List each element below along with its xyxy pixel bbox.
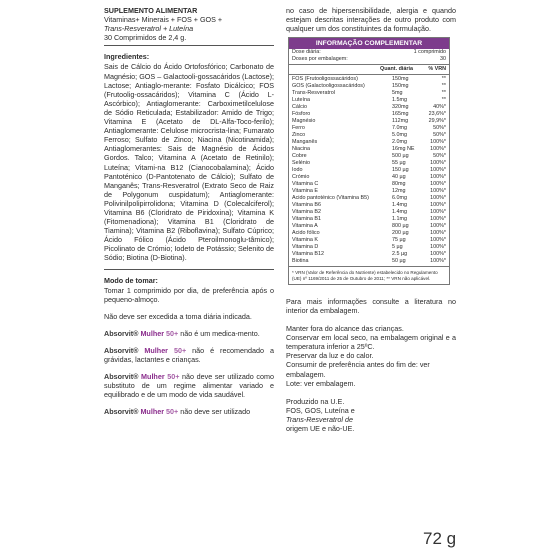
brand-50: 50+ [164,407,179,417]
storage-text-3: Preservar da luz e do calor. [286,351,374,361]
nutrient-qty: 5mg [392,90,403,97]
expiry-text: Consumir de preferência antes do fim de: ver embalagem. [286,360,430,379]
table-row [289,132,449,139]
table-row [289,209,449,216]
origin-line-2: FOS, GOS, Luteína e [286,405,355,415]
table-row [289,83,449,90]
net-weight: 72 g [423,529,457,548]
nutrient-qty: 75 µg [392,237,406,244]
nutrient-qty: 112mg [392,118,409,125]
nutrient-qty: 16mg NE [392,146,415,153]
nutrient-qty: 150mg [392,83,409,90]
nutrient-vrn: 100%* [430,237,446,244]
table-row [289,188,449,195]
nutrient-vrn: 100%* [430,195,446,202]
table-row [289,97,449,104]
nutrient-qty: 6.0mg [392,195,407,202]
table-row [289,195,449,202]
note-2-text: não é recomendado a grávidas, lactantes e crianças. [104,346,274,365]
nutrient-vrn: 100%* [430,139,446,146]
table-row [289,146,449,153]
ingredients-text: Sais de Cálcio do Ácido Ortofosfórico; Carbonato de Magnésio; GOS – Galactooli-gossacáridos (Lactose); Lactose; Antiaglo-merante: Fosfato Dicálcico; FOS (Frutoolig-ossacáridos); Vitamina C (Ácido L-Ascórbico); Antiaglomerante: Carboximetilcelulose de Sódio Reticulada; Estabilizador: Amido de Trigo; Vitamina E (Acetato de DL-Alfa-Toco-ferilo); Antiaglomerante: Celulose microcrista-lina; Fumarato Ferroso; Sulfato de Zinco; Niacina (Nicotinamida); Antiaglomerantes: Sais de Magnésio de Ácidos Gordos. Talco; Vitamina A (Acetato de Retinilo); Luteína; Vitami-na B12 (Cianocobalamina); Ácido Pantoténico (D-Pantotenato de Cálcio); Sulfato de Manganês; Trans-Resveratrol (Extrato Seco de Raiz de Polygonum cuspidatum); Antiaglomerante: Polivinilpolipirrolidona; Vitamina D (Colecalciferol); Vitamina B6 (Cloridrato de Piridoxina); Vitamina K (Fitomenadiona); Vitamina B1 (Cloridrato de Tiamina); Vitamina B2 (Riboflavina); Sulfato Cúprico; Ácido Fólico (Ácido Pteroilmonoglu-tâmico); Picolinato de Crómio; Iodeto de Potássio; Selenito de Sódio; Biotina (D-Biotina). [104,62,274,263]
nutrient-name: Vitamina B1 [292,216,321,223]
nutrient-qty: 1.4mg [392,202,407,209]
nutrient-qty: 150 µg [392,167,409,174]
brand-name: Absorvit® [104,372,139,382]
nutrient-qty: 2.0mg [392,139,407,146]
brand-50: 50+ [164,372,180,382]
brand-name: Absorvit® [104,328,139,338]
note-1 [104,329,274,338]
table-column-headers [289,66,449,73]
nutrient-qty: 50 µg [392,258,406,265]
product-type: SUPLEMENTO ALIMENTAR [104,6,198,15]
nutrient-qty: 80mg [392,181,406,188]
nutrient-vrn: 50%* [433,153,446,160]
table-row [289,223,449,230]
table-row [289,216,449,223]
table-row [289,202,449,209]
nutrient-qty: 40 µg [392,174,406,181]
nutrient-qty: 1.1mg [392,216,407,223]
usage-warning: Não deve ser excedida a toma diária indicada. [104,311,252,321]
nutrient-name: Zinco [292,132,306,139]
note-2 [104,346,274,364]
table-row [289,139,449,146]
origin-line-3: Trans-Resveratrol de [286,414,353,424]
nutrient-qty: 12mg [392,188,406,195]
nutrient-qty: 320mg [392,104,409,111]
note-4-text: não deve ser utilizado [178,407,251,417]
nutrient-vrn: ** [441,97,446,104]
nutrient-name: Vitamina B6 [292,202,321,209]
nutrient-name: Trans-Resveratrol [292,90,335,97]
nutrient-name: Crómio [292,174,310,181]
table-row [289,244,449,251]
header-line-1: Vitaminas+ Minerais + FOS + GOS + [104,15,223,25]
brand-name: Absorvit® [104,346,139,355]
usage-heading: Modo de tomar: [104,275,158,285]
package-value: 30 [440,56,446,63]
nutrient-name: Magnésio [292,118,316,125]
nutrient-name: Manganês [292,139,318,146]
nutrient-vrn: 100%* [430,209,446,216]
usage-text: Tomar 1 comprimido por dia, de preferência após o pequeno-almoço. [104,285,274,304]
nutrient-qty: 7.0mg [392,125,407,132]
nutrient-name: Vitamina K [292,237,318,244]
brand-mulher: Mulher [138,328,165,338]
divider [104,45,274,46]
product-label-page [98,0,462,560]
nutrient-name: Vitamina E [292,188,318,195]
nutrient-vrn: 100%* [430,160,446,167]
table-body [289,76,449,265]
brand-50: 50+ [167,346,187,355]
nutrient-name: Vitamina B12 [292,251,324,258]
nutrient-name: Vitamina B2 [292,209,321,216]
right-column [286,0,456,433]
nutrient-vrn: 100%* [430,167,446,174]
nutrient-vrn: 100%* [430,181,446,188]
brand-mulher: Mulher [138,407,165,417]
nutrient-qty: 800 µg [392,223,409,230]
nutrient-vrn: 100%* [430,230,446,237]
lot-text: Lote: ver embalagem. [286,378,356,388]
nutrient-name: Vitamina D [292,244,319,251]
hypersensitivity-text: no caso de hipersensibilidade, alergia e quando estejam descritas interações de outro produto com qualquer um dos constituintes da formulação. [286,6,456,34]
dose-label: Dose diária: [292,49,321,56]
table-row [289,167,449,174]
storage-text-2: Conservar em local seco, na embalagem original e a temperatura inferior a 25ºC. [286,333,456,352]
nutrient-qty: 2.5 µg [392,251,408,258]
table-row [289,90,449,97]
nutrient-vrn: 100%* [430,202,446,209]
table-row [289,258,449,265]
nutrient-name: Ácido fólico [292,230,320,237]
divider [104,269,274,270]
nutrient-name: Niacina [292,146,310,153]
table-footnote: * VRN (Valor de Referência do Nutriente) estabelecido no Regulamento (UE) nº 1169/2011 de 25 de Outubro de 2011; ** VRN não aplicável. [292,270,438,282]
nutrient-vrn: 50%* [433,132,446,139]
table-row [289,251,449,258]
nutrient-vrn: 23,6%* [428,111,446,118]
nutrient-qty: 5 µg [392,244,403,251]
nutrient-vrn: 100%* [430,146,446,153]
table-row [289,76,449,83]
nutrient-name: Ácido pantoténico (Vitamina B5) [292,195,369,202]
nutrient-vrn: 100%* [430,258,446,265]
table-row [289,125,449,132]
nutrient-name: Vitamina A [292,223,318,230]
nutrient-qty: 500 µg [392,153,409,160]
table-row [289,153,449,160]
table-row [289,111,449,118]
brand-50: 50+ [164,328,179,338]
nutrient-vrn: 100%* [430,174,446,181]
brand-name: Absorvit® [104,407,139,417]
nutrient-vrn: 29,9%* [428,118,446,125]
nutrient-vrn: ** [441,90,446,97]
brand-mulher: Mulher [138,372,165,382]
storage-text-1: Manter fora do alcance das crianças. [286,324,404,334]
header-line-2: Trans-Resveratrol + Luteína [104,24,194,34]
nutrient-vrn: ** [441,83,446,90]
note-3-text: não deve ser utilizado como substituto de um regime alimentar variado e equilibrado e de um modo de vida saudável. [104,372,274,400]
nutrient-qty: 55 µg [392,160,406,167]
table-row [289,160,449,167]
nutrient-qty: 165mg [392,111,409,118]
nutrient-name: GOS (Galactooligossacáridos) [292,83,365,90]
table-divider [289,64,449,65]
package-label: Doses por embalagem: [292,56,348,63]
nutrient-vrn: 100%* [430,216,446,223]
table-row [289,104,449,111]
dose-value: 1 comprimido [413,49,446,56]
origin-line-4: origem UE e não-UE. [286,424,355,433]
nutrient-vrn: 100%* [430,251,446,258]
brand-mulher: Mulher [138,346,168,355]
table-row [289,230,449,237]
table-divider [289,74,449,75]
nutrient-vrn: 100%* [430,244,446,251]
note-4 [104,407,274,416]
nutrient-vrn: 50%* [433,125,446,132]
nutrient-name: Vitamina C [292,181,319,188]
col-qty-header: Quant. diária [380,66,413,73]
nutrient-vrn: 100%* [430,188,446,195]
note-1-text: não é um medica-mento. [178,328,260,338]
nutrient-name: Cálcio [292,104,307,111]
nutrient-vrn: 100%* [430,223,446,230]
table-row [289,181,449,188]
nutrient-qty: 150mg [392,76,409,83]
nutrient-name: FOS (Frutooligossacáridos) [292,76,358,83]
note-3 [104,372,274,399]
header-line-3: 30 Comprimidos de 2,4 g. [104,33,187,43]
info-text: Para mais informações consulte a literatura no interior da embalagem. [286,296,456,315]
nutrient-vrn: 40%* [433,104,446,111]
nutrient-name: Biotina [292,258,309,265]
nutrient-qty: 5.0mg [392,132,407,139]
nutrient-vrn: ** [441,76,446,83]
nutrient-name: Cobre [292,153,307,160]
nutrient-qty: 1.5mg [392,97,407,104]
origin-line-1: Produzido na U.E. [286,396,345,406]
table-heading: INFORMAÇÃO COMPLEMENTAR [289,38,449,49]
package-row [289,56,449,63]
nutrient-name: Ferro [292,125,305,132]
left-column [104,0,274,417]
table-row [289,174,449,181]
table-row [289,118,449,125]
table-row [289,237,449,244]
col-vrn-header: % VRN [428,66,446,73]
dose-row [289,49,449,56]
nutrient-name: Fósforo [292,111,311,118]
nutrient-name: Iodo [292,167,303,174]
table-divider [289,266,449,267]
nutrition-table [288,37,450,285]
nutrient-name: Luteína [292,97,310,104]
ingredients-heading: Ingredientes: [104,52,150,62]
nutrient-qty: 1.4mg [392,209,407,216]
nutrient-name: Selénio [292,160,310,167]
nutrient-qty: 200 µg [392,230,409,237]
